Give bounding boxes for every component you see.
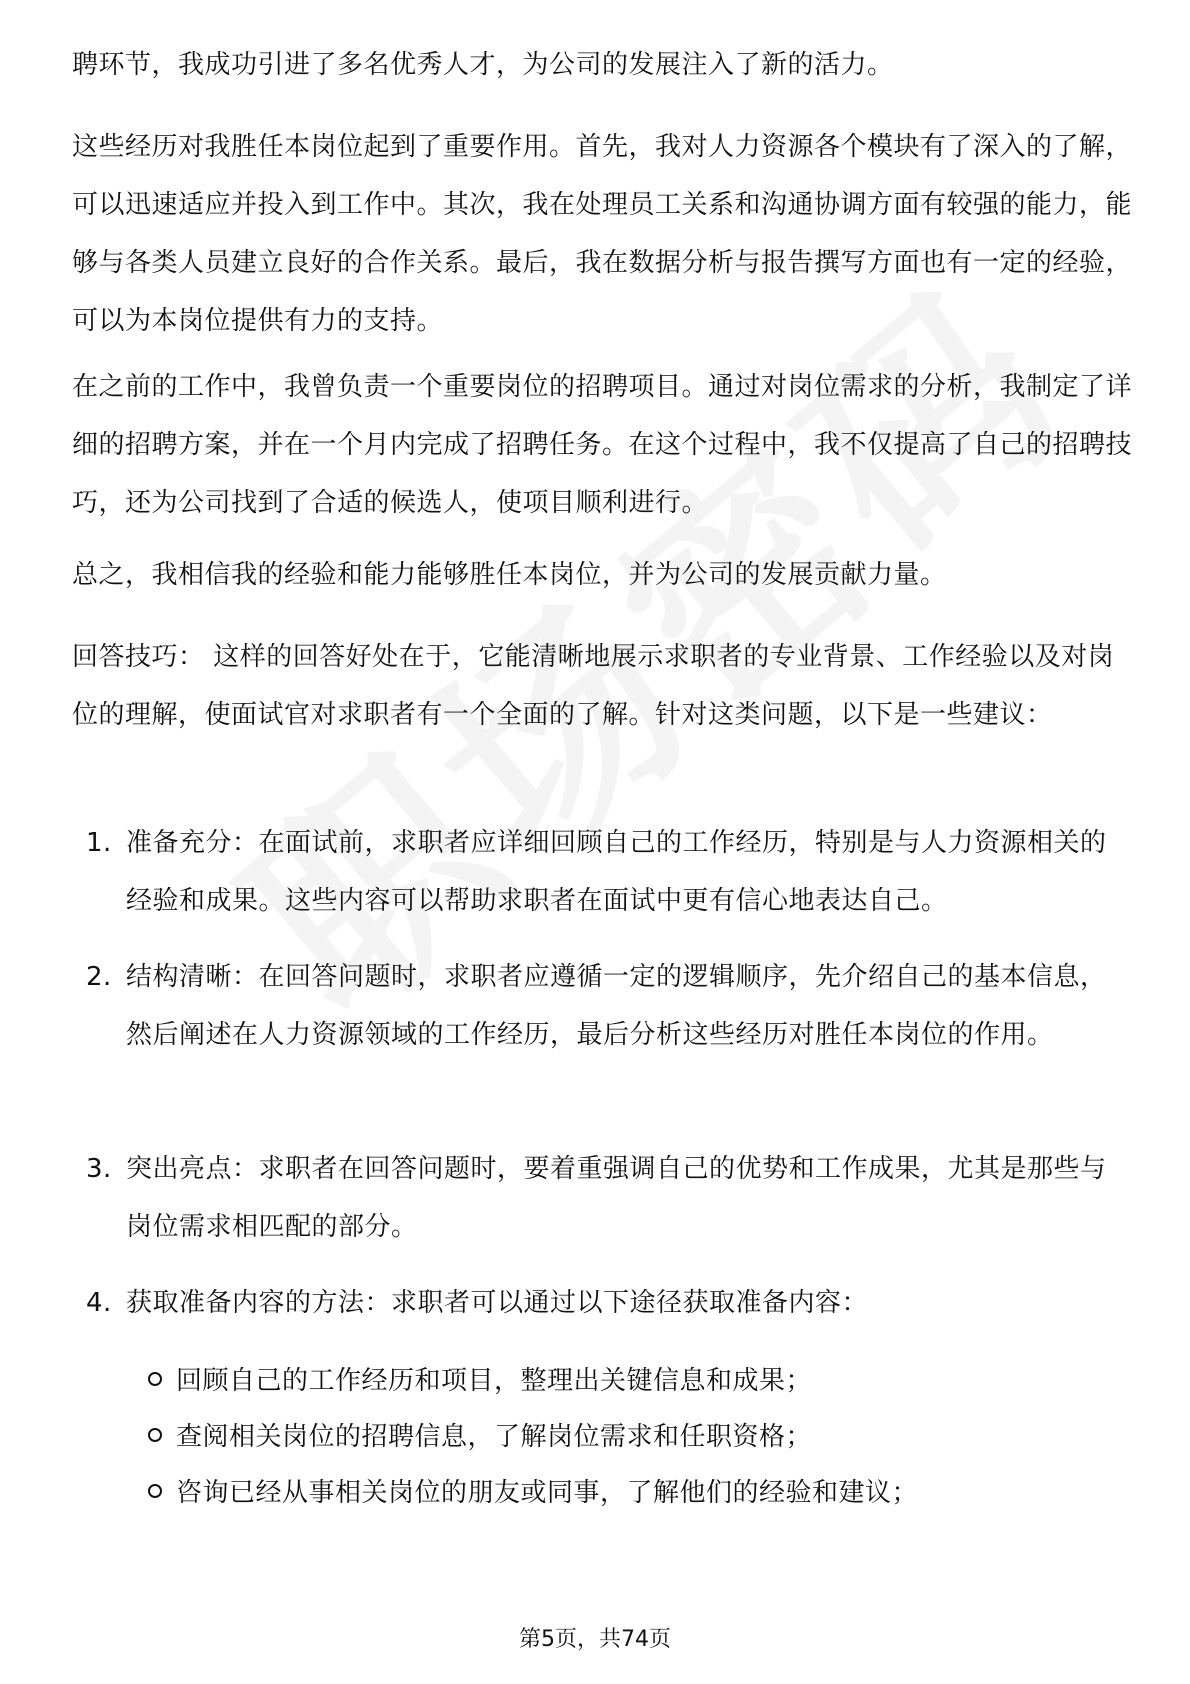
paragraph-intro-continued: 聘环节，我成功引进了多名优秀人才，为公司的发展注入了新的活力。 (72, 50, 894, 80)
sub-list-text: 咨询已经从事相关岗位的朋友或同事，了解他们的经验和建议； (176, 1478, 919, 1508)
list-item-2 (72, 948, 1132, 1064)
paragraph-experience-value: 这些经历对我胜任本岗位起到了重要作用。首先，我对人力资源各个模块有了深入的了解，可以迅速适应并投入到工作中。其次，我在处理员工关系和沟通协调方面有较强的能力，能够与各类人员建立良好的合作关系。最后，我在数据分析与报告撰写方面也有一定的经验，可以为本岗位提供有力的支持。 (72, 132, 1133, 336)
sub-list-item-1 (148, 1352, 1128, 1410)
sub-list-item-2 (148, 1408, 1128, 1466)
list-number: 2. (86, 962, 112, 992)
list-item-text: 准备充分：在面试前，求职者应详细回顾自己的工作经历，特别是与人力资源相关的经验和成果。这些内容可以帮助求职者在面试中更有信心地表达自己。 (126, 828, 1107, 916)
sub-list-text: 回顾自己的工作经历和项目，整理出关键信息和成果； (176, 1366, 813, 1396)
hollow-bullet-icon (148, 1372, 162, 1386)
page-footer: 第5页，共74页 (519, 1627, 671, 1652)
paragraph-answer-tips: 回答技巧： 这样的回答好处在于，它能清晰地展示求职者的专业背景、工作经验以及对岗位的理解，使面试官对求职者有一个全面的了解。针对这类问题，以下是一些建议： (72, 642, 1115, 730)
sub-list-item-3 (148, 1464, 1128, 1522)
list-number: 4. (86, 1288, 112, 1318)
list-number: 1. (86, 828, 112, 858)
paragraph-conclusion: 总之，我相信我的经验和能力能够胜任本岗位，并为公司的发展贡献力量。 (72, 560, 947, 590)
list-item-text: 突出亮点：求职者在回答问题时，要着重强调自己的优势和工作成果，尤其是那些与岗位需求相匹配的部分。 (126, 1154, 1107, 1242)
list-item-text: 获取准备内容的方法：求职者可以通过以下途径获取准备内容： (126, 1288, 869, 1318)
list-item-4 (72, 1274, 1132, 1332)
list-item-text: 结构清晰：在回答问题时，求职者应遵循一定的逻辑顺序，先介绍自己的基本信息，然后阐述在人力资源领域的工作经历，最后分析这些经历对胜任本岗位的作用。 (126, 962, 1107, 1050)
list-item-1 (72, 814, 1132, 930)
sub-list-text: 查阅相关岗位的招聘信息，了解岗位需求和任职资格； (176, 1422, 813, 1452)
hollow-bullet-icon (148, 1484, 162, 1498)
hollow-bullet-icon (148, 1428, 162, 1442)
paragraph-recruitment-project: 在之前的工作中，我曾负责一个重要岗位的招聘项目。通过对岗位需求的分析，我制定了详细的招聘方案，并在一个月内完成了招聘任务。在这个过程中，我不仅提高了自己的招聘技巧，还为公司找到了合适的候选人，使项目顺利进行。 (72, 372, 1133, 518)
list-item-3 (72, 1140, 1132, 1256)
list-number: 3. (86, 1154, 112, 1184)
